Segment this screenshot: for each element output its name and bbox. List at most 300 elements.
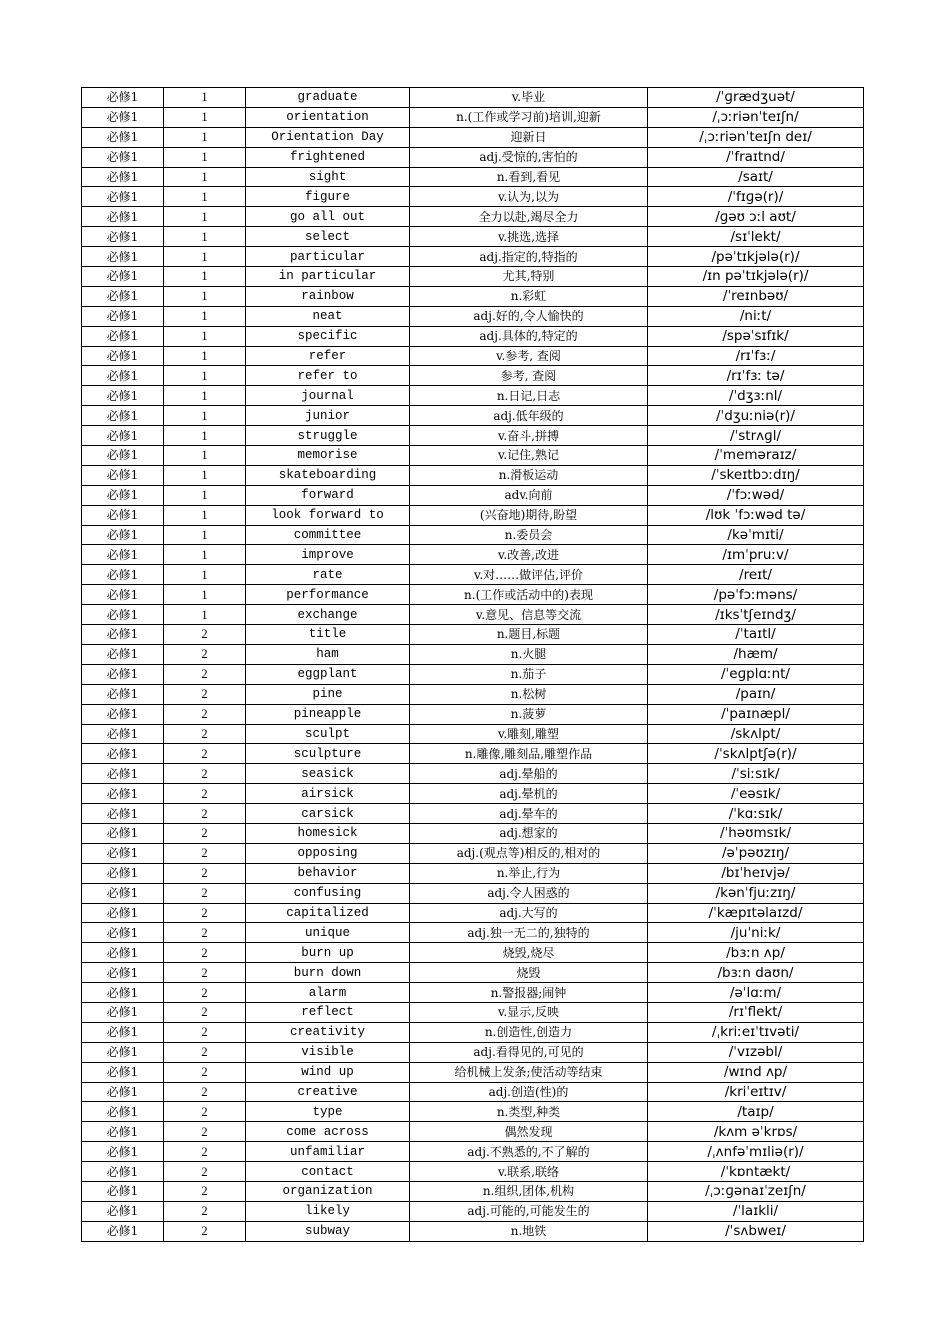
table-row — [82, 446, 864, 466]
book-cell: 必修1 — [82, 784, 164, 804]
word-cell: likely — [246, 1201, 410, 1221]
word-cell: junior — [246, 406, 410, 426]
book-cell: 必修1 — [82, 1181, 164, 1201]
table-row — [82, 107, 864, 127]
word-cell: carsick — [246, 804, 410, 824]
word-cell: frightened — [246, 147, 410, 167]
book-cell: 必修1 — [82, 684, 164, 704]
unit-cell: 2 — [164, 1181, 246, 1201]
phonetic-cell: /ˈlaɪkli/ — [648, 1201, 864, 1221]
word-cell: performance — [246, 585, 410, 605]
table-row — [82, 1002, 864, 1022]
unit-cell: 1 — [164, 107, 246, 127]
table-row — [82, 207, 864, 227]
table-row — [82, 267, 864, 287]
meaning-cell: adj.想家的 — [410, 823, 648, 843]
unit-cell: 1 — [164, 545, 246, 565]
word-cell: neat — [246, 306, 410, 326]
phonetic-cell: /ˈreɪnbəʊ/ — [648, 286, 864, 306]
phonetic-cell: /pəˈfɔːməns/ — [648, 585, 864, 605]
vocabulary-table-body — [82, 88, 864, 1242]
meaning-cell: 参考, 查阅 — [410, 366, 648, 386]
table-row — [82, 585, 864, 605]
book-cell: 必修1 — [82, 744, 164, 764]
book-cell: 必修1 — [82, 247, 164, 267]
meaning-cell: adj.指定的,特指的 — [410, 247, 648, 267]
word-cell: graduate — [246, 88, 410, 108]
meaning-cell: adj.(观点等)相反的,相对的 — [410, 843, 648, 863]
unit-cell: 1 — [164, 426, 246, 446]
meaning-cell: adj.不熟悉的,不了解的 — [410, 1142, 648, 1162]
word-cell: opposing — [246, 843, 410, 863]
book-cell: 必修1 — [82, 644, 164, 664]
meaning-cell: n.类型,种类 — [410, 1102, 648, 1122]
meaning-cell: n.组织,团体,机构 — [410, 1181, 648, 1201]
word-cell: skateboarding — [246, 465, 410, 485]
table-row — [82, 1221, 864, 1241]
phonetic-cell: /hæm/ — [648, 644, 864, 664]
book-cell: 必修1 — [82, 1022, 164, 1042]
word-cell: come across — [246, 1122, 410, 1142]
unit-cell: 2 — [164, 1042, 246, 1062]
unit-cell: 1 — [164, 485, 246, 505]
book-cell: 必修1 — [82, 883, 164, 903]
word-cell: creative — [246, 1082, 410, 1102]
table-row — [82, 127, 864, 147]
table-row — [82, 804, 864, 824]
unit-cell: 2 — [164, 983, 246, 1003]
word-cell: figure — [246, 187, 410, 207]
meaning-cell: v.认为,以为 — [410, 187, 648, 207]
table-row — [82, 724, 864, 744]
phonetic-cell: /kriˈeɪtɪv/ — [648, 1082, 864, 1102]
table-row — [82, 247, 864, 267]
phonetic-cell: /saɪt/ — [648, 167, 864, 187]
unit-cell: 2 — [164, 744, 246, 764]
phonetic-cell: /ˈsiːsɪk/ — [648, 764, 864, 784]
unit-cell: 1 — [164, 366, 246, 386]
book-cell: 必修1 — [82, 664, 164, 684]
phonetic-cell: /ˈhəʊmsɪk/ — [648, 823, 864, 843]
word-cell: reflect — [246, 1002, 410, 1022]
meaning-cell: 给机械上发条;使活动等结束 — [410, 1062, 648, 1082]
table-row — [82, 923, 864, 943]
book-cell: 必修1 — [82, 1122, 164, 1142]
meaning-cell: v.联系,联络 — [410, 1162, 648, 1182]
meaning-cell: v.挑选,选择 — [410, 227, 648, 247]
meaning-cell: (兴奋地)期待,盼望 — [410, 505, 648, 525]
table-row — [82, 1082, 864, 1102]
unit-cell: 2 — [164, 1102, 246, 1122]
word-cell: orientation — [246, 107, 410, 127]
phonetic-cell: /ˈkæpɪtəlaɪzd/ — [648, 903, 864, 923]
word-cell: title — [246, 625, 410, 645]
phonetic-cell: /ɪmˈpruːv/ — [648, 545, 864, 565]
word-cell: homesick — [246, 823, 410, 843]
table-row — [82, 167, 864, 187]
table-row — [82, 684, 864, 704]
unit-cell: 2 — [164, 625, 246, 645]
book-cell: 必修1 — [82, 1062, 164, 1082]
phonetic-cell: /ˈkɑːsɪk/ — [648, 804, 864, 824]
word-cell: struggle — [246, 426, 410, 446]
table-row — [82, 1201, 864, 1221]
phonetic-cell: /ˈskʌlptʃə(r)/ — [648, 744, 864, 764]
book-cell: 必修1 — [82, 724, 164, 744]
book-cell: 必修1 — [82, 446, 164, 466]
meaning-cell: n.警报器;闹钟 — [410, 983, 648, 1003]
phonetic-cell: /əˈpəʊzɪŋ/ — [648, 843, 864, 863]
unit-cell: 1 — [164, 505, 246, 525]
unit-cell: 2 — [164, 764, 246, 784]
word-cell: particular — [246, 247, 410, 267]
word-cell: rate — [246, 565, 410, 585]
table-row — [82, 227, 864, 247]
book-cell: 必修1 — [82, 346, 164, 366]
table-row — [82, 625, 864, 645]
table-row — [82, 386, 864, 406]
table-row — [82, 465, 864, 485]
phonetic-cell: /juˈniːk/ — [648, 923, 864, 943]
meaning-cell: v.雕刻,雕塑 — [410, 724, 648, 744]
word-cell: select — [246, 227, 410, 247]
table-row — [82, 963, 864, 983]
meaning-cell: v.参考, 查阅 — [410, 346, 648, 366]
word-cell: refer — [246, 346, 410, 366]
meaning-cell: n.创造性,创造力 — [410, 1022, 648, 1042]
unit-cell: 2 — [164, 644, 246, 664]
word-cell: confusing — [246, 883, 410, 903]
table-row — [82, 525, 864, 545]
unit-cell: 2 — [164, 704, 246, 724]
meaning-cell: adv.向前 — [410, 485, 648, 505]
word-cell: type — [246, 1102, 410, 1122]
phonetic-cell: /paɪn/ — [648, 684, 864, 704]
phonetic-cell: /ˈfɔːwəd/ — [648, 485, 864, 505]
book-cell: 必修1 — [82, 286, 164, 306]
phonetic-cell: /kʌm əˈkrɒs/ — [648, 1122, 864, 1142]
meaning-cell: adj.令人困惑的 — [410, 883, 648, 903]
word-cell: specific — [246, 326, 410, 346]
book-cell: 必修1 — [82, 227, 164, 247]
phonetic-cell: /rɪˈflekt/ — [648, 1002, 864, 1022]
table-row — [82, 1042, 864, 1062]
unit-cell: 1 — [164, 267, 246, 287]
unit-cell: 2 — [164, 863, 246, 883]
meaning-cell: v.改善,改进 — [410, 545, 648, 565]
word-cell: eggplant — [246, 664, 410, 684]
table-row — [82, 883, 864, 903]
meaning-cell: n.(工作或学习前)培训,迎新 — [410, 107, 648, 127]
unit-cell: 1 — [164, 88, 246, 108]
phonetic-cell: /ˈɡrædʒuət/ — [648, 88, 864, 108]
table-row — [82, 644, 864, 664]
unit-cell: 2 — [164, 684, 246, 704]
book-cell: 必修1 — [82, 267, 164, 287]
phonetic-cell: /ˈeəsɪk/ — [648, 784, 864, 804]
table-row — [82, 744, 864, 764]
meaning-cell: adj.低年级的 — [410, 406, 648, 426]
unit-cell: 2 — [164, 1062, 246, 1082]
table-row — [82, 485, 864, 505]
book-cell: 必修1 — [82, 943, 164, 963]
word-cell: journal — [246, 386, 410, 406]
meaning-cell: n.委员会 — [410, 525, 648, 545]
word-cell: capitalized — [246, 903, 410, 923]
word-cell: burn up — [246, 943, 410, 963]
table-row — [82, 88, 864, 108]
phonetic-cell: /ɪksˈtʃeɪndʒ/ — [648, 605, 864, 625]
meaning-cell: adj.晕机的 — [410, 784, 648, 804]
unit-cell: 1 — [164, 247, 246, 267]
book-cell: 必修1 — [82, 386, 164, 406]
meaning-cell: n.松树 — [410, 684, 648, 704]
table-row — [82, 784, 864, 804]
phonetic-cell: /ˈstrʌɡl/ — [648, 426, 864, 446]
book-cell: 必修1 — [82, 1142, 164, 1162]
meaning-cell: n.菠萝 — [410, 704, 648, 724]
word-cell: subway — [246, 1221, 410, 1241]
book-cell: 必修1 — [82, 406, 164, 426]
meaning-cell: adj.大写的 — [410, 903, 648, 923]
table-row — [82, 903, 864, 923]
phonetic-cell: /ˈfɪɡə(r)/ — [648, 187, 864, 207]
meaning-cell: v.对……做评估,评价 — [410, 565, 648, 585]
unit-cell: 1 — [164, 286, 246, 306]
meaning-cell: v.奋斗,拼搏 — [410, 426, 648, 446]
unit-cell: 2 — [164, 823, 246, 843]
book-cell: 必修1 — [82, 306, 164, 326]
meaning-cell: 迎新日 — [410, 127, 648, 147]
book-cell: 必修1 — [82, 804, 164, 824]
phonetic-cell: /ˈsʌbweɪ/ — [648, 1221, 864, 1241]
book-cell: 必修1 — [82, 1002, 164, 1022]
word-cell: creativity — [246, 1022, 410, 1042]
phonetic-cell: /sɪˈlekt/ — [648, 227, 864, 247]
phonetic-cell: /ˌɔːriənˈteɪʃn/ — [648, 107, 864, 127]
phonetic-cell: /niːt/ — [648, 306, 864, 326]
unit-cell: 1 — [164, 207, 246, 227]
unit-cell: 1 — [164, 326, 246, 346]
unit-cell: 1 — [164, 585, 246, 605]
table-row — [82, 843, 864, 863]
table-row — [82, 187, 864, 207]
phonetic-cell: /ɪn pəˈtɪkjələ(r)/ — [648, 267, 864, 287]
phonetic-cell: /ˈfraɪtnd/ — [648, 147, 864, 167]
unit-cell: 2 — [164, 1221, 246, 1241]
word-cell: pineapple — [246, 704, 410, 724]
unit-cell: 2 — [164, 1201, 246, 1221]
meaning-cell: 全力以赴,竭尽全力 — [410, 207, 648, 227]
unit-cell: 2 — [164, 724, 246, 744]
phonetic-cell: /rɪˈfɜː/ — [648, 346, 864, 366]
phonetic-cell: /əˈlɑːm/ — [648, 983, 864, 1003]
meaning-cell: adj.晕船的 — [410, 764, 648, 784]
book-cell: 必修1 — [82, 127, 164, 147]
meaning-cell: v.记住,熟记 — [410, 446, 648, 466]
unit-cell: 1 — [164, 565, 246, 585]
unit-cell: 1 — [164, 605, 246, 625]
phonetic-cell: /ˈkɒntækt/ — [648, 1162, 864, 1182]
meaning-cell: n.(工作或活动中的)表现 — [410, 585, 648, 605]
table-row — [82, 326, 864, 346]
word-cell: sight — [246, 167, 410, 187]
table-row — [82, 366, 864, 386]
unit-cell: 1 — [164, 386, 246, 406]
meaning-cell: n.看到,看见 — [410, 167, 648, 187]
phonetic-cell: /pəˈtɪkjələ(r)/ — [648, 247, 864, 267]
phonetic-cell: /kənˈfjuːzɪŋ/ — [648, 883, 864, 903]
phonetic-cell: /ɡəʊ ɔːl aʊt/ — [648, 207, 864, 227]
table-row — [82, 605, 864, 625]
meaning-cell: adj.看得见的,可见的 — [410, 1042, 648, 1062]
table-row — [82, 664, 864, 684]
phonetic-cell: /lʊk ˈfɔːwəd tə/ — [648, 505, 864, 525]
phonetic-cell: /bɜːn daʊn/ — [648, 963, 864, 983]
table-row — [82, 1181, 864, 1201]
table-row — [82, 1102, 864, 1122]
book-cell: 必修1 — [82, 923, 164, 943]
phonetic-cell: /ˈmeməraɪz/ — [648, 446, 864, 466]
phonetic-cell: /reɪt/ — [648, 565, 864, 585]
meaning-cell: adj.创造(性)的 — [410, 1082, 648, 1102]
book-cell: 必修1 — [82, 525, 164, 545]
meaning-cell: v.显示,反映 — [410, 1002, 648, 1022]
table-row — [82, 147, 864, 167]
phonetic-cell: /ˈdʒuːniə(r)/ — [648, 406, 864, 426]
unit-cell: 2 — [164, 943, 246, 963]
book-cell: 必修1 — [82, 485, 164, 505]
table-row — [82, 943, 864, 963]
phonetic-cell: /ˌɔːriənˈteɪʃn deɪ/ — [648, 127, 864, 147]
meaning-cell: adj.好的,令人愉快的 — [410, 306, 648, 326]
unit-cell: 1 — [164, 346, 246, 366]
word-cell: burn down — [246, 963, 410, 983]
book-cell: 必修1 — [82, 326, 164, 346]
book-cell: 必修1 — [82, 167, 164, 187]
book-cell: 必修1 — [82, 505, 164, 525]
table-row — [82, 426, 864, 446]
book-cell: 必修1 — [82, 585, 164, 605]
unit-cell: 2 — [164, 883, 246, 903]
meaning-cell: 偶然发现 — [410, 1122, 648, 1142]
unit-cell: 1 — [164, 525, 246, 545]
book-cell: 必修1 — [82, 366, 164, 386]
book-cell: 必修1 — [82, 187, 164, 207]
unit-cell: 2 — [164, 963, 246, 983]
book-cell: 必修1 — [82, 207, 164, 227]
unit-cell: 1 — [164, 406, 246, 426]
unit-cell: 1 — [164, 167, 246, 187]
table-row — [82, 704, 864, 724]
word-cell: wind up — [246, 1062, 410, 1082]
unit-cell: 1 — [164, 147, 246, 167]
meaning-cell: v.毕业 — [410, 88, 648, 108]
unit-cell: 1 — [164, 127, 246, 147]
vocabulary-table — [81, 87, 864, 1242]
unit-cell: 2 — [164, 1122, 246, 1142]
unit-cell: 2 — [164, 804, 246, 824]
word-cell: ham — [246, 644, 410, 664]
phonetic-cell: /bɜːn ʌp/ — [648, 943, 864, 963]
table-row — [82, 286, 864, 306]
unit-cell: 2 — [164, 1162, 246, 1182]
phonetic-cell: /taɪp/ — [648, 1102, 864, 1122]
word-cell: sculpture — [246, 744, 410, 764]
phonetic-cell: /bɪˈheɪvjə/ — [648, 863, 864, 883]
meaning-cell: n.雕像,雕刻品,雕塑作品 — [410, 744, 648, 764]
meaning-cell: adj.独一无二的,独特的 — [410, 923, 648, 943]
table-row — [82, 1162, 864, 1182]
word-cell: exchange — [246, 605, 410, 625]
unit-cell: 1 — [164, 187, 246, 207]
phonetic-cell: /ˈeɡplɑːnt/ — [648, 664, 864, 684]
book-cell: 必修1 — [82, 625, 164, 645]
book-cell: 必修1 — [82, 465, 164, 485]
table-row — [82, 1142, 864, 1162]
phonetic-cell: /ˈskeɪtbɔːdɪŋ/ — [648, 465, 864, 485]
unit-cell: 1 — [164, 306, 246, 326]
unit-cell: 2 — [164, 664, 246, 684]
meaning-cell: adj.受惊的,害怕的 — [410, 147, 648, 167]
book-cell: 必修1 — [82, 963, 164, 983]
book-cell: 必修1 — [82, 605, 164, 625]
word-cell: rainbow — [246, 286, 410, 306]
word-cell: refer to — [246, 366, 410, 386]
word-cell: contact — [246, 1162, 410, 1182]
word-cell: organization — [246, 1181, 410, 1201]
book-cell: 必修1 — [82, 903, 164, 923]
table-row — [82, 306, 864, 326]
phonetic-cell: /ˌkriːeɪˈtɪvəti/ — [648, 1022, 864, 1042]
word-cell: forward — [246, 485, 410, 505]
phonetic-cell: /ˈpaɪnæpl/ — [648, 704, 864, 724]
word-cell: sculpt — [246, 724, 410, 744]
phonetic-cell: /ˌɔːɡənaɪˈzeɪʃn/ — [648, 1181, 864, 1201]
phonetic-cell: /ˈtaɪtl/ — [648, 625, 864, 645]
meaning-cell: 烧毁,烧尽 — [410, 943, 648, 963]
book-cell: 必修1 — [82, 843, 164, 863]
meaning-cell: n.日记,日志 — [410, 386, 648, 406]
book-cell: 必修1 — [82, 88, 164, 108]
table-row — [82, 823, 864, 843]
book-cell: 必修1 — [82, 1162, 164, 1182]
table-row — [82, 406, 864, 426]
table-row — [82, 1022, 864, 1042]
table-row — [82, 983, 864, 1003]
book-cell: 必修1 — [82, 983, 164, 1003]
book-cell: 必修1 — [82, 1082, 164, 1102]
word-cell: behavior — [246, 863, 410, 883]
book-cell: 必修1 — [82, 863, 164, 883]
book-cell: 必修1 — [82, 823, 164, 843]
phonetic-cell: /wɪnd ʌp/ — [648, 1062, 864, 1082]
meaning-cell: adj.晕车的 — [410, 804, 648, 824]
phonetic-cell: /rɪˈfɜː tə/ — [648, 366, 864, 386]
meaning-cell: n.题目,标题 — [410, 625, 648, 645]
table-row — [82, 565, 864, 585]
table-row — [82, 505, 864, 525]
word-cell: improve — [246, 545, 410, 565]
meaning-cell: adj.可能的,可能发生的 — [410, 1201, 648, 1221]
unit-cell: 2 — [164, 1022, 246, 1042]
unit-cell: 2 — [164, 923, 246, 943]
table-row — [82, 1122, 864, 1142]
meaning-cell: n.彩虹 — [410, 286, 648, 306]
meaning-cell: 烧毁 — [410, 963, 648, 983]
book-cell: 必修1 — [82, 545, 164, 565]
meaning-cell: v.意见、信息等交流 — [410, 605, 648, 625]
